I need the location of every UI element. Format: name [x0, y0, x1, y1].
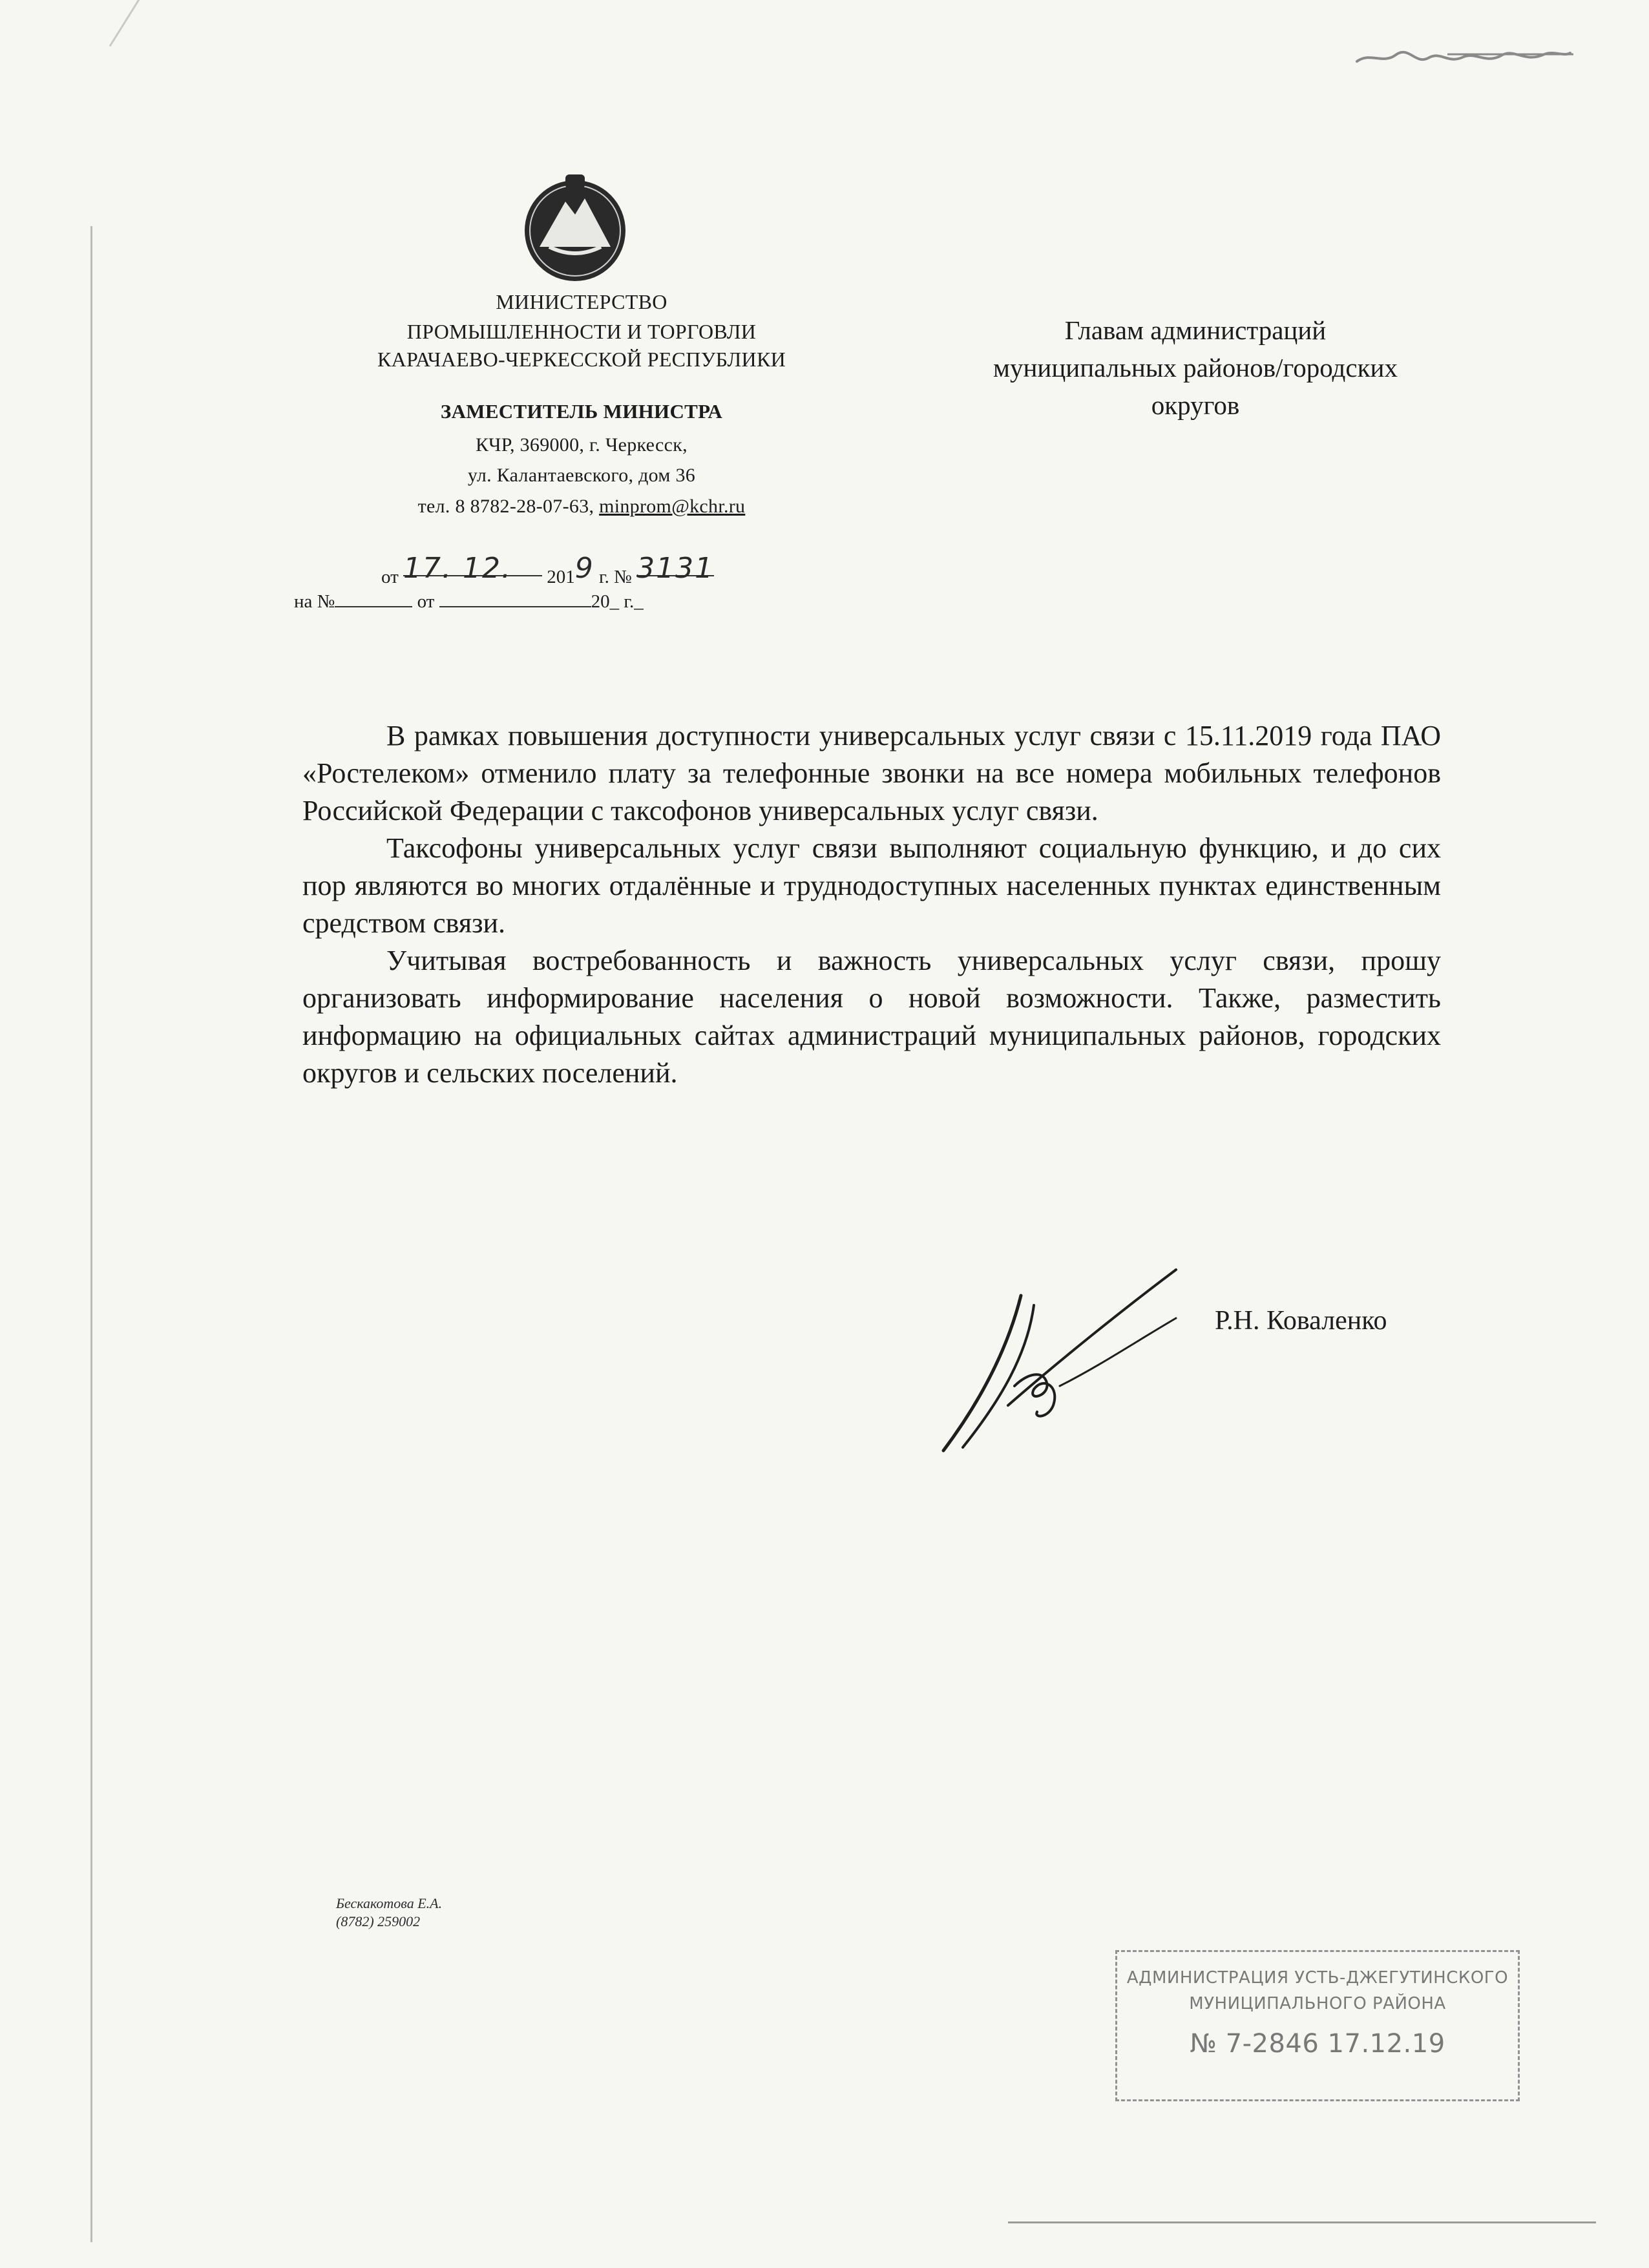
- body-paragraph-2: Таксофоны универсальных услуг связи выполняют социальную функцию, и до сих пор являются во многих отдалённые и труднодоступных населенных пунктах единственным средством связи.: [302, 832, 1441, 939]
- body-paragraph-1: В рамках повышения доступности универсальных услуг связи с 15.11.2019 года ПАО «Ростелеком» отменило плату за телефонные звонки на все номера мобильных телефонов Российской Федерации с таксофонов универсальных услуг связи.: [302, 720, 1441, 826]
- executor-name: Бескакотова Е.А.: [336, 1895, 443, 1911]
- signer-name: Р.Н. Коваленко: [1215, 1306, 1387, 1336]
- handwritten-number: 3131: [636, 552, 715, 585]
- date-underline: [403, 552, 542, 585]
- handwritten-signature: [930, 1257, 1189, 1470]
- letter-body: [302, 717, 1441, 1092]
- scan-bottom-line: [1008, 2221, 1596, 2223]
- reply-from-label: от: [417, 591, 435, 612]
- outgoing-reference-line: [381, 552, 715, 590]
- phone-text: тел. 8 8782-28-07-63,: [417, 496, 600, 517]
- scan-diagonal-mark: [109, 0, 186, 47]
- addressee-block: [905, 311, 1486, 424]
- reply-to-label: на №: [294, 591, 335, 612]
- reply-number-blank: [335, 588, 412, 607]
- from-label: от: [381, 567, 399, 587]
- body-paragraph-3: Учитывая востребованность и важность универсальных услуг связи, прошу организовать информирование населения о новой возможности. Также, разместить информацию на официальных сайтах администраций муниципальных районов, городских округов и сельских поселений.: [302, 945, 1441, 1089]
- number-label: г. №: [599, 567, 632, 587]
- addressee-line-2: муниципальных районов/городских: [993, 353, 1398, 383]
- executor-info: [336, 1895, 442, 1931]
- executor-phone: (8782) 259002: [336, 1913, 421, 1929]
- handwritten-date: 17. 12.: [403, 552, 512, 585]
- handwritten-year-digit: 9: [574, 552, 594, 585]
- ministry-name-line-2: ПРОМЫШЛЕННОСТИ И ТОРГОВЛИ: [406, 320, 757, 343]
- ministry-name-line-3: КАРАЧАЕВО-ЧЕРКЕССКОЙ РЕСПУБЛИКИ: [377, 348, 786, 371]
- stamp-line-2: МУНИЦИПАЛЬНОГО РАЙОНА: [1189, 1994, 1446, 2013]
- stamp-number: № 7-2846 17.12.19: [1190, 2029, 1445, 2059]
- scan-edge-line: [90, 226, 92, 2242]
- republic-emblem-icon: [520, 169, 630, 286]
- email-link[interactable]: minprom@kchr.ru: [599, 496, 746, 517]
- registration-stamp: [1115, 1950, 1520, 2101]
- reply-date-blank: [439, 588, 591, 607]
- addressee-line-1: Главам администраций: [1064, 315, 1327, 345]
- address-line-2: ул. Калантаевского, дом 36: [467, 465, 696, 486]
- year-prefix: 201: [547, 567, 575, 587]
- reply-year: 20_ г._: [591, 591, 644, 612]
- contact-line: [317, 494, 846, 519]
- address-line-1: КЧР, 369000, г. Черкесск,: [476, 434, 688, 456]
- corner-handwritten-note: [1350, 26, 1577, 84]
- reply-reference-line: [294, 588, 644, 613]
- addressee-line-3: округов: [1151, 390, 1240, 420]
- ministry-name-line-1: МИНИСТЕРСТВО: [496, 290, 667, 313]
- stamp-line-1: АДМИНИСТРАЦИЯ УСТЬ-ДЖЕГУТИНСКОГО: [1126, 1968, 1509, 1988]
- deputy-minister-title: ЗАМЕСТИТЕЛЬ МИНИСТРА: [440, 400, 723, 423]
- number-underline: [636, 552, 715, 585]
